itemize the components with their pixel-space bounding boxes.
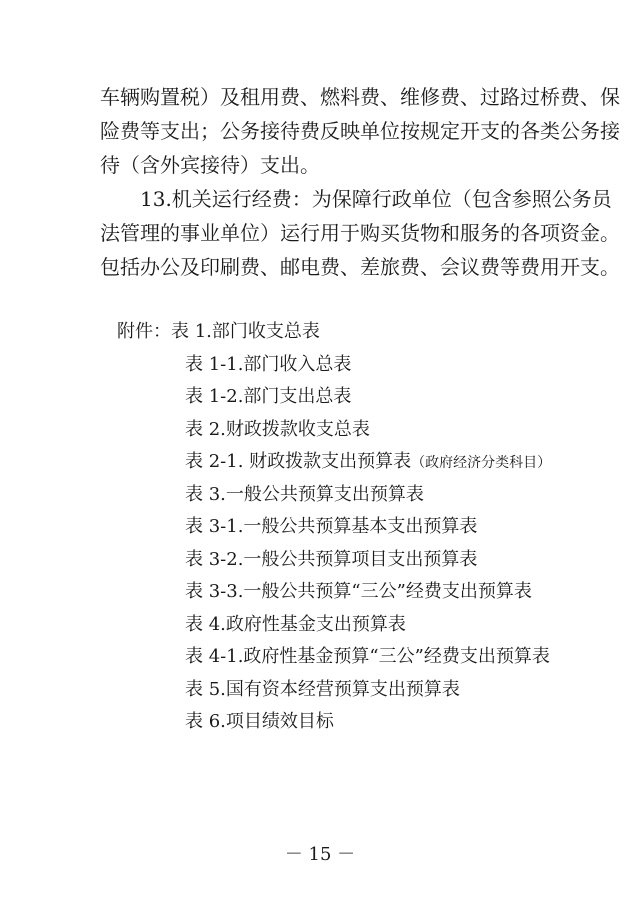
paragraph-line: 待（含外宾接待）支出。 xyxy=(100,153,320,177)
paragraph-line: 险费等支出；公务接待费反映单位按规定开支的各类公务接 xyxy=(100,119,620,143)
attachment-item xyxy=(117,446,551,479)
attachment-item xyxy=(117,316,551,349)
attachment-list xyxy=(117,316,551,739)
attachment-item-text: 表 1.部门收支总表 xyxy=(171,321,320,342)
attachment-item: 表 4-1.政府性基金预算“三公”经费支出预算表 xyxy=(185,646,550,667)
attachment-item: 表 3.一般公共预算支出预算表 xyxy=(185,483,424,505)
paragraph-line: 包括办公及印刷费、邮电费、差旅费、会议费等费用开支。 xyxy=(100,255,620,279)
paragraph-operating-expenses xyxy=(100,182,620,284)
attachment-item: 表 5.国有资本经营预算支出预算表 xyxy=(185,678,460,700)
attachment-item: 表 1-2.部门支出总表 xyxy=(185,386,352,407)
attachment-item: 表 2.财政拨款收支总表 xyxy=(185,418,370,440)
attachment-item-note: （政府经济分类科目） xyxy=(411,455,552,471)
attachment-item: 表 1-1.部门收入总表 xyxy=(185,353,352,375)
attachment-item-text: 表 2-1. 财政拨款支出预算表 xyxy=(185,451,412,472)
paragraph-line: 车辆购置税）及租用费、燃料费、维修费、过路过桥费、保 xyxy=(100,85,620,109)
attachment-item: 表 3-3.一般公共预算“三公”经费支出预算表 xyxy=(185,581,532,602)
paragraph-line: 13.机关运行经费：为保障行政单位（包含参照公务员 xyxy=(140,187,612,211)
paragraph-vehicle-reception xyxy=(100,80,620,182)
attachment-item: 表 6.项目绩效目标 xyxy=(185,711,334,732)
attachment-item: 表 3-2.一般公共预算项目支出预算表 xyxy=(185,548,478,570)
attachment-label: 附件： xyxy=(117,321,171,342)
paragraph-line: 法管理的事业单位）运行用于购买货物和服务的各项资金。 xyxy=(100,221,620,245)
attachment-item: 表 3-1.一般公共预算基本支出预算表 xyxy=(185,516,478,537)
page-number: － 15 － xyxy=(284,844,356,865)
attachment-item: 表 4.政府性基金支出预算表 xyxy=(185,613,406,635)
